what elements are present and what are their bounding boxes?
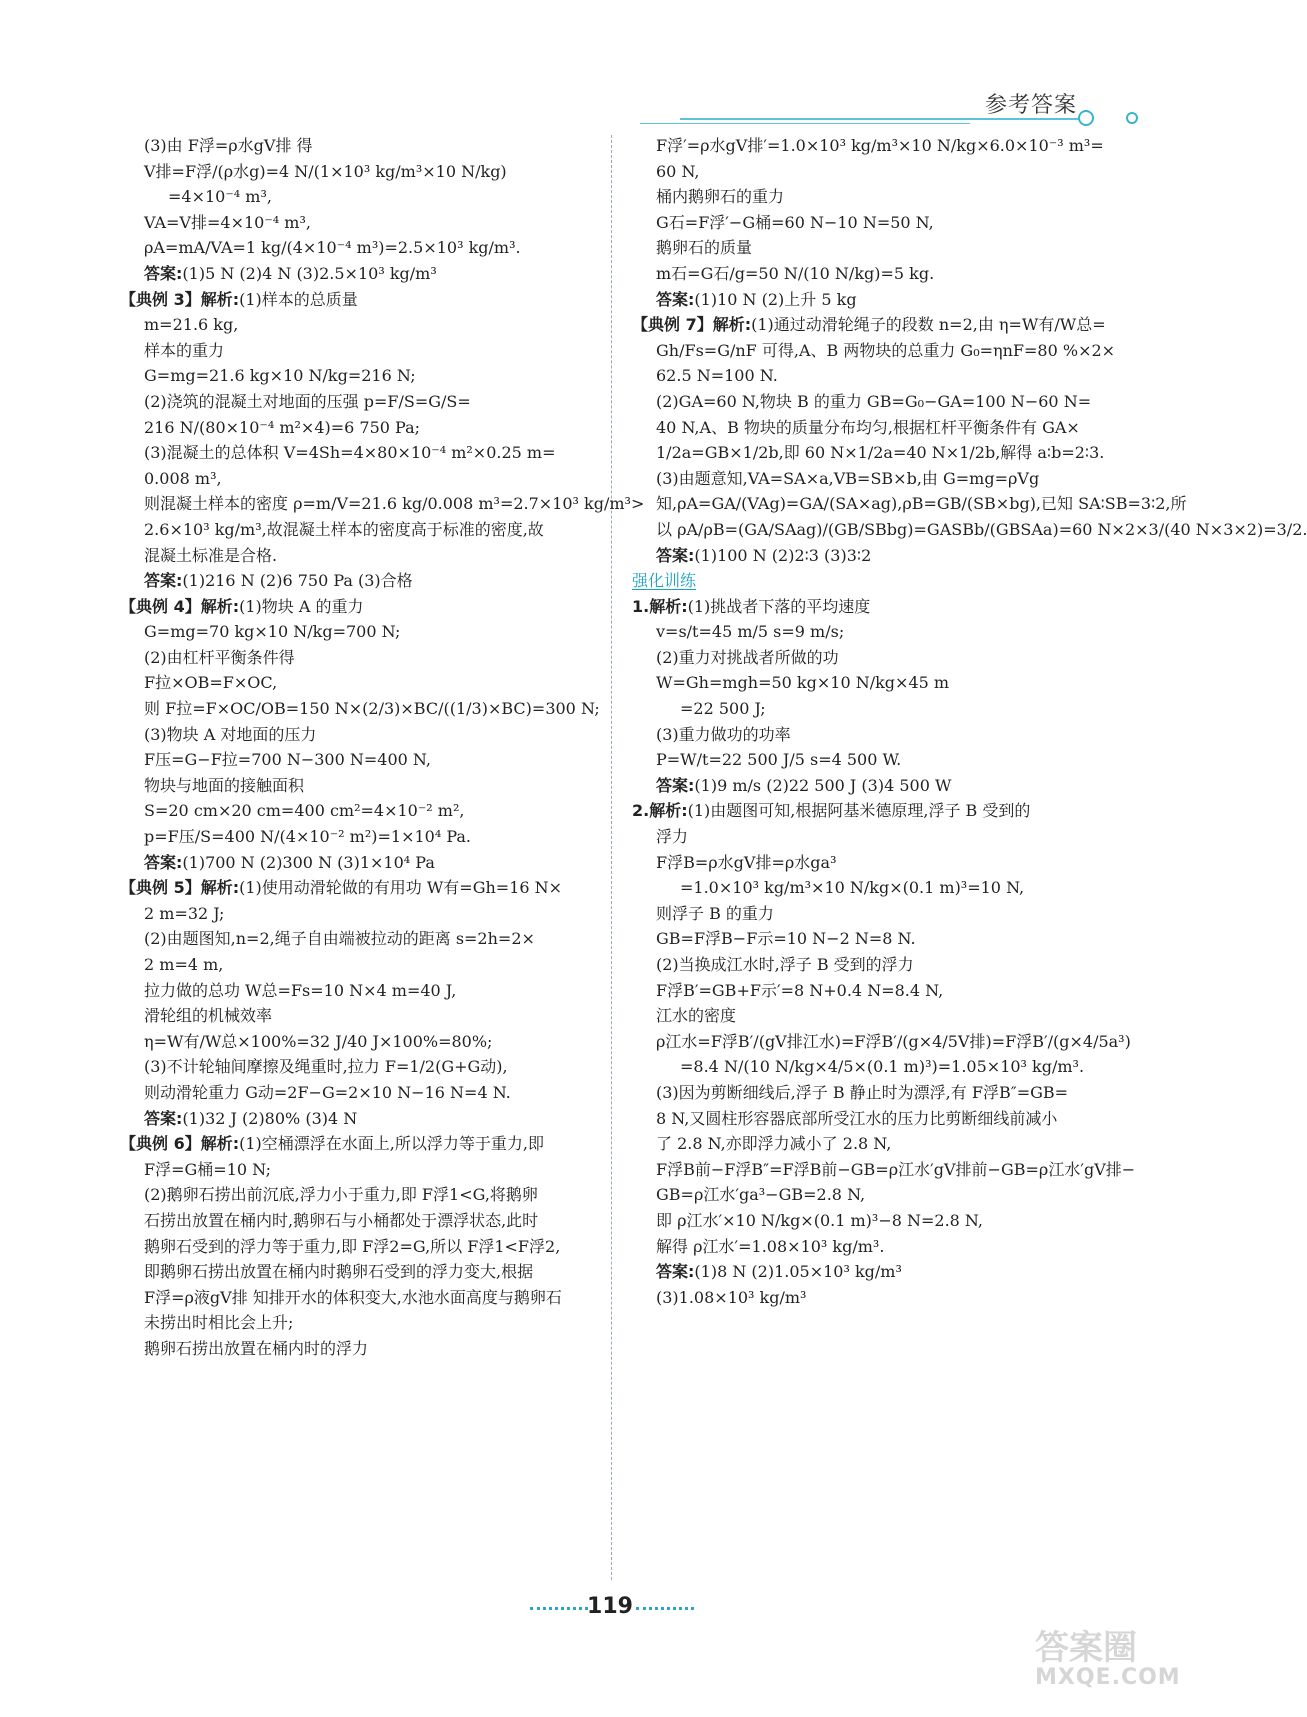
line-text: 样本的重力 (144, 340, 225, 360)
line-text: GB=ρ江水′ga³−GB=2.8 N, (656, 1185, 866, 1205)
watermark-line2: MXQE.COM (1035, 1665, 1181, 1690)
text-line (120, 722, 600, 748)
line-text: 知,ρA=GA/(VAg)=GA/(SA×ag),ρB=GB/(SB×bg),已知 SA∶SB=3∶2,所 (656, 494, 1187, 514)
line-text: GB=F浮B−F示=10 N−2 N=8 N. (656, 929, 916, 949)
text-line (120, 850, 600, 876)
line-text: F压=G−F拉=700 N−300 N=400 N, (144, 750, 431, 770)
line-heading: 答案: (144, 1108, 183, 1128)
text-line (632, 722, 1112, 748)
line-heading: 1.解析: (632, 596, 688, 616)
text-line (120, 619, 600, 645)
line-text: ρ江水=F浮B′/(gV排江水)=F浮B′/(g×4/5V排)=F浮B′/(g×4/5a³) (656, 1031, 1131, 1051)
text-line (120, 696, 600, 722)
text-line (120, 312, 600, 338)
line-text: 桶内鹅卵石的重力 (656, 187, 785, 207)
line-text: 1/2a=GB×1/2b,即 60 N×1/2a=40 N×1/2b,解得 a∶b=2∶3. (656, 443, 1105, 463)
text-line (632, 594, 1112, 620)
line-text: VA=V排=4×10⁻⁴ m³, (144, 212, 311, 232)
line-text: S=20 cm×20 cm=400 cm²=4×10⁻² m², (144, 801, 465, 821)
text-line (120, 1131, 600, 1157)
line-text: 鹅卵石的质量 (656, 238, 753, 258)
text-line (120, 466, 600, 492)
line-text: (1)216 N (2)6 750 Pa (3)合格 (182, 571, 413, 591)
text-line (120, 415, 600, 441)
text-line (632, 440, 1112, 466)
section-title: 强化训练 (632, 571, 697, 591)
text-line (632, 619, 1112, 645)
line-text: P=W/t=22 500 J/5 s=4 500 W. (656, 750, 902, 770)
text-line (632, 696, 1112, 722)
text-line (120, 1336, 600, 1362)
text-line (632, 184, 1112, 210)
line-heading: 答案: (656, 545, 695, 565)
line-text: F浮B=ρ水gV排=ρ水ga³ (656, 852, 837, 872)
text-line (120, 1157, 600, 1183)
text-line (120, 440, 600, 466)
text-line (632, 798, 1112, 824)
line-text: (1)8 N (2)1.05×10³ kg/m³ (694, 1262, 902, 1282)
line-text: G石=F浮′−G桶=60 N−10 N=50 N, (656, 212, 934, 232)
line-text: =22 500 J; (680, 699, 766, 719)
text-line (120, 773, 600, 799)
line-text: F浮B′=GB+F示′=8 N+0.4 N=8.4 N, (656, 980, 944, 1000)
text-line (632, 312, 1112, 338)
text-line (632, 1080, 1112, 1106)
text-line (120, 1054, 600, 1080)
text-line (632, 389, 1112, 415)
line-text: 则混凝土样本的密度 ρ=m/V=21.6 kg/0.008 m³=2.7×10³ kg/m³> (144, 494, 645, 514)
text-line (632, 1234, 1112, 1260)
line-text: 鹅卵石捞出放置在桶内时的浮力 (144, 1338, 369, 1358)
text-line (120, 1310, 600, 1336)
line-text: (2)GA=60 N,物块 B 的重力 GB=G₀−GA=100 N−60 N= (656, 391, 1092, 411)
text-line (632, 1157, 1136, 1183)
watermark-logo (1035, 1620, 1181, 1690)
text-line (632, 210, 1112, 236)
line-text: F浮B前−F浮B″=F浮B前−GB=ρ江水′gV排前−GB=ρ江水′gV排− (656, 1159, 1136, 1179)
line-text: (1)使用动滑轮做的有用功 W有=Gh=16 N× (239, 878, 563, 898)
text-line (632, 159, 1112, 185)
text-line (120, 1234, 600, 1260)
line-text: p=F压/S=400 N/(4×10⁻² m²)=1×10⁴ Pa. (144, 827, 472, 847)
line-text: =8.4 N/(10 N/kg×4/5×(0.1 m)³)=1.05×10³ kg/m³. (680, 1057, 1085, 1077)
text-line (120, 338, 600, 364)
text-line (120, 1208, 600, 1234)
line-text: (3)1.08×10³ kg/m³ (656, 1287, 807, 1307)
text-line (120, 1106, 600, 1132)
line-text: F浮′=ρ水gV排′=1.0×10³ kg/m³×10 N/kg×6.0×10⁻³ m³= (656, 136, 1104, 155)
line-text: 则 F拉=F×OC/OB=150 N×(2/3)×BC/((1/3)×BC)=300 N; (144, 699, 600, 719)
text-line (632, 338, 1116, 364)
text-line (120, 184, 600, 210)
line-heading: 【典例 5】解析: (120, 878, 240, 898)
page-number-badge (530, 1588, 690, 1628)
page-number-dots-left (530, 1607, 588, 1610)
line-text: 2.6×10³ kg/m³,故混凝土样本的密度高于标准的密度,故 (144, 519, 544, 539)
header-rule (680, 118, 1080, 120)
line-text: (3)因为剪断细线后,浮子 B 静止时为漂浮,有 F浮B″=GB= (656, 1082, 1069, 1102)
line-heading: 2.解析: (632, 801, 688, 821)
text-line (632, 901, 1112, 927)
page-number-dots-right (636, 1607, 694, 1610)
text-line (120, 901, 600, 927)
line-text: =4×10⁻⁴ m³, (168, 187, 272, 207)
line-text: (2)浇筑的混凝土对地面的压强 p=F/S=G/S= (144, 391, 471, 411)
line-text: F浮=ρ液gV排 知排开水的体积变大,水池水面高度与鹅卵石 (144, 1287, 562, 1307)
left-column (120, 133, 645, 1362)
line-text: G=mg=21.6 kg×10 N/kg=216 N; (144, 366, 416, 386)
line-text: (3)物块 A 对地面的压力 (144, 724, 317, 744)
text-line (120, 491, 645, 517)
text-line (632, 415, 1112, 441)
text-line (632, 363, 1112, 389)
text-line (632, 1003, 1112, 1029)
line-text: η=W有/W总×100%=32 J/40 J×100%=80%; (144, 1031, 493, 1051)
text-line (120, 875, 600, 901)
line-heading: 答案: (656, 1262, 695, 1282)
text-line (632, 747, 1112, 773)
line-heading: 【典例 4】解析: (120, 596, 240, 616)
text-line (120, 926, 600, 952)
text-line (632, 952, 1112, 978)
text-line (120, 952, 600, 978)
text-line (120, 543, 600, 569)
text-line (632, 1131, 1112, 1157)
text-line (120, 645, 600, 671)
text-line (632, 235, 1112, 261)
column-divider (611, 135, 612, 1580)
text-line (632, 1259, 1112, 1285)
text-line (632, 926, 1112, 952)
line-text: 滑轮组的机械效率 (144, 1006, 273, 1026)
text-line (120, 798, 600, 824)
line-text: (3)由题意知,VA=SA×a,VB=SB×b,由 G=mg=ρVg (656, 468, 1040, 488)
line-text: 鹅卵石受到的浮力等于重力,即 F浮2=G,所以 F浮1<F浮2, (144, 1236, 561, 1256)
text-line (632, 1208, 1112, 1234)
line-text: (1)由题图可知,根据阿基米德原理,浮子 B 受到的 (687, 801, 1031, 821)
header-title: 参考答案 (985, 93, 1078, 118)
text-line (632, 568, 1112, 594)
text-line (120, 210, 600, 236)
line-text: 62.5 N=100 N. (656, 366, 778, 386)
text-line (120, 747, 600, 773)
line-text: 60 N, (656, 161, 700, 181)
text-line (120, 568, 600, 594)
line-text: 0.008 m³, (144, 468, 222, 488)
header-rule-thin (640, 123, 970, 124)
text-line (120, 1080, 600, 1106)
right-column (632, 133, 1307, 1310)
line-text: 40 N,A、B 物块的质量分布均匀,根据杠杆平衡条件有 GA× (656, 417, 1080, 437)
line-text: (1)10 N (2)上升 5 kg (694, 289, 857, 309)
text-line (632, 543, 1112, 569)
line-text: ρA=mA/VA=1 kg/(4×10⁻⁴ m³)=2.5×10³ kg/m³. (144, 238, 521, 258)
text-line (632, 261, 1112, 287)
line-text: (1)700 N (2)300 N (3)1×10⁴ Pa (182, 852, 435, 872)
line-text: (2)由杠杆平衡条件得 (144, 647, 295, 667)
line-text: Gh/Fs=G/nF 可得,A、B 两物块的总重力 G₀=ηnF=80 %×2× (656, 340, 1116, 360)
text-line (632, 517, 1307, 543)
line-text: 混凝土标准是合格. (144, 545, 278, 565)
line-text: (1)5 N (2)4 N (3)2.5×10³ kg/m³ (182, 263, 437, 283)
text-line (120, 235, 600, 261)
text-line (632, 850, 1112, 876)
line-text: 拉力做的总功 W总=Fs=10 N×4 m=40 J, (144, 980, 457, 1000)
text-line (120, 363, 600, 389)
line-text: 石捞出放置在桶内时,鹅卵石与小桶都处于漂浮状态,此时 (144, 1210, 539, 1230)
line-text: 则浮子 B 的重力 (656, 903, 774, 923)
text-line (120, 824, 600, 850)
text-line (632, 875, 1112, 901)
line-text: 则动滑轮重力 G动=2F−G=2×10 N−16 N=4 N. (144, 1082, 511, 1102)
line-text: (1)空桶漂浮在水面上,所以浮力等于重力,即 (239, 1134, 544, 1154)
text-line (120, 287, 600, 313)
text-line (632, 466, 1112, 492)
line-text: (1)挑战者下落的平均速度 (687, 596, 871, 616)
text-line (632, 133, 1112, 159)
line-text: (3)重力做功的功率 (656, 724, 791, 744)
text-line (120, 1259, 600, 1285)
text-line (120, 159, 600, 185)
text-line (120, 389, 600, 415)
line-text: 2 m=4 m, (144, 955, 224, 974)
line-text: 216 N/(80×10⁻⁴ m²×4)=6 750 Pa; (144, 417, 421, 437)
line-text: (3)由 F浮=ρ水gV排 得 (144, 136, 313, 155)
text-line (120, 670, 600, 696)
line-heading: 答案: (656, 289, 695, 309)
line-text: (2)由题图知,n=2,绳子自由端被拉动的距离 s=2h=2× (144, 929, 535, 949)
text-line (632, 1029, 1131, 1055)
line-text: (1)样本的总质量 (239, 289, 358, 309)
line-heading: 答案: (144, 263, 183, 283)
line-text: 2 m=32 J; (144, 903, 225, 923)
line-heading: 答案: (144, 852, 183, 872)
line-text: (1)32 J (2)80% (3)4 N (182, 1108, 358, 1128)
line-text: (2)鹅卵石捞出前沉底,浮力小于重力,即 F浮1<G,将鹅卵 (144, 1185, 538, 1205)
line-text: 以 ρA/ρB=(GA/SAag)/(GB/SBbg)=GASBb/(GBSAa)=60 N×2×3/(40 N×3×2)=3/2. (656, 519, 1307, 539)
header-dot-icon (1078, 110, 1094, 126)
text-line (120, 594, 600, 620)
text-line (632, 1285, 1112, 1311)
line-heading: 【典例 7】解析: (632, 315, 752, 335)
line-text: v=s/t=45 m/5 s=9 m/s; (656, 622, 845, 642)
text-line (120, 1182, 600, 1208)
line-text: =1.0×10³ kg/m³×10 N/kg×(0.1 m)³=10 N, (680, 878, 1025, 898)
line-text: (1)100 N (2)2∶3 (3)3∶2 (694, 545, 872, 565)
line-text: 浮力 (656, 827, 689, 847)
line-text: (1)通过动滑轮绳子的段数 n=2,由 η=W有/W总= (751, 315, 1106, 335)
line-text: W=Gh=mgh=50 kg×10 N/kg×45 m (656, 673, 950, 693)
text-line (632, 824, 1112, 850)
text-line (632, 670, 1112, 696)
line-text: V排=F浮/(ρ水g)=4 N/(1×10³ kg/m³×10 N/kg) (144, 161, 507, 181)
line-heading: 答案: (144, 571, 183, 591)
line-text: m石=G石/g=50 N/(10 N/kg)=5 kg. (656, 263, 935, 283)
watermark-line1: 答案圈 (1035, 1628, 1137, 1668)
line-text: 即鹅卵石捞出放置在桶内时鹅卵石受到的浮力变大,根据 (144, 1262, 534, 1282)
text-line (120, 1285, 600, 1311)
line-text: F拉×OB=F×OC, (144, 673, 278, 693)
text-line (632, 1182, 1112, 1208)
line-heading: 【典例 3】解析: (120, 289, 240, 309)
line-text: 江水的密度 (656, 1006, 737, 1026)
line-heading: 答案: (656, 775, 695, 795)
text-line (632, 978, 1112, 1004)
line-text: m=21.6 kg, (144, 315, 239, 335)
line-text: 即 ρ江水′×10 N/kg×(0.1 m)³−8 N=2.8 N, (656, 1210, 983, 1230)
line-text: G=mg=70 kg×10 N/kg=700 N; (144, 622, 401, 642)
text-line (120, 261, 600, 287)
line-text: (3)混凝土的总体积 V=4Sh=4×80×10⁻⁴ m²×0.25 m= (144, 443, 556, 463)
text-line (632, 645, 1112, 671)
text-line (632, 773, 1112, 799)
line-text: (1)9 m/s (2)22 500 J (3)4 500 W (694, 775, 952, 795)
text-line (632, 1106, 1112, 1132)
text-line (120, 1029, 600, 1055)
header-dot-small-icon (1126, 112, 1138, 124)
line-text: (1)物块 A 的重力 (239, 596, 364, 616)
line-text: (2)当换成江水时,浮子 B 受到的浮力 (656, 955, 914, 974)
text-line (632, 1054, 1112, 1080)
line-text: 物块与地面的接触面积 (144, 775, 305, 795)
line-heading: 【典例 6】解析: (120, 1134, 240, 1154)
text-line (120, 517, 600, 543)
line-text: 未捞出时相比会上升; (144, 1313, 294, 1333)
line-text: F浮=G桶=10 N; (144, 1159, 271, 1179)
text-line (632, 287, 1112, 313)
line-text: 解得 ρ江水′=1.08×10³ kg/m³. (656, 1236, 885, 1256)
text-line (632, 491, 1187, 517)
page-number: 119 (584, 1588, 636, 1626)
line-text: (3)不计轮轴间摩擦及绳重时,拉力 F=1/2(G+G动), (144, 1057, 508, 1077)
line-text: (2)重力对挑战者所做的功 (656, 647, 839, 667)
text-line (120, 978, 600, 1004)
line-text: 8 N,又圆柱形容器底部所受江水的压力比剪断细线前减小 (656, 1108, 1058, 1128)
line-text: 了 2.8 N,亦即浮力减小了 2.8 N, (656, 1134, 892, 1154)
text-line (120, 1003, 600, 1029)
text-line (120, 133, 600, 159)
